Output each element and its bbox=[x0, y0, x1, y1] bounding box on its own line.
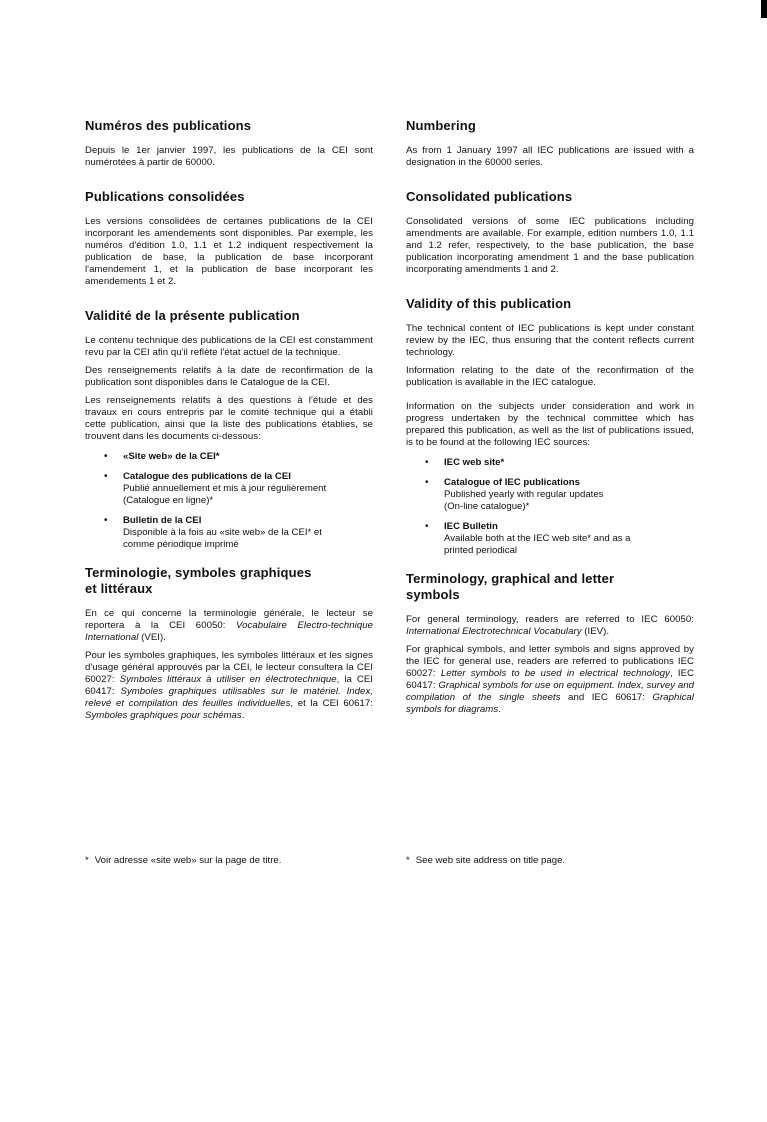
validity-text-2-en: Information relating to the date of the reconfirmation of the publication is available in the IEC catalogue. bbox=[406, 365, 694, 388]
sources-list-fr bbox=[85, 451, 373, 551]
footnote-en: * See web site address on title page. bbox=[406, 855, 566, 866]
list-item: • Bulletin de la CEI Disponible à la fois au «site web» de la CEI* et comme périodique imprimé bbox=[104, 515, 322, 550]
bullet-icon: • bbox=[425, 457, 429, 468]
bullet-icon: • bbox=[425, 477, 429, 488]
numbering-text-fr: Depuis le 1er janvier 1997, les publications de la CEI sont numérotées à partir de 60000. bbox=[85, 145, 373, 168]
list-item: • «Site web» de la CEI* bbox=[104, 451, 220, 462]
french-column bbox=[85, 118, 373, 728]
consolidated-text-en: Consolidated versions of some IEC publications including amendments are available. For example, edition numbers 1.0, 1.1 and 1.2 refer, respectively, to the base publication, the base publication incorporating amendment 1 and the base publication incorporating amendments 1 and 2. bbox=[406, 216, 694, 275]
validity-text-3-en: Information on the subjects under consideration and work in progress undertaken by the technical committee which has prepared this publication, as well as the list of publications issued, is to be found at the following IEC sources: bbox=[406, 401, 694, 448]
numbering-heading-en: Numbering bbox=[406, 118, 476, 133]
numbering-heading-fr: Numéros des publications bbox=[85, 118, 252, 133]
terminology-text-1-fr: En ce qui concerne la terminologie générale, le lecteur se reportera à la CEI 60050: Vocabulaire Electro-technique International (VEI). bbox=[85, 608, 373, 643]
list-item: • IEC web site* bbox=[425, 457, 505, 468]
bullet-icon: • bbox=[104, 471, 108, 482]
validity-text-1-en: The technical content of IEC publications is kept under constant review by the IEC, thus ensuring that the content reflects current technology. bbox=[406, 323, 694, 358]
list-item: • Catalogue of IEC publications Published yearly with regular updates (On-line catalogue)* bbox=[425, 477, 604, 512]
list-item: • IEC Bulletin Available both at the IEC web site* and as a printed periodical bbox=[425, 521, 631, 556]
english-column bbox=[406, 118, 694, 722]
page-edge-mark bbox=[761, 0, 767, 18]
sources-list-en bbox=[406, 457, 694, 557]
terminology-text-2-fr: Pour les symboles graphiques, les symboles littéraux et les signes d'usage général approuvés par la CEI, le lecteur consultera la CEI 60027: Symboles littéraux à utiliser en électrotechnique, la CEI 60417: Symboles graphiques utilisables sur le matériel. Index, relevé et compilation des feuilles individuelles, et la CEI 60617: Symboles graphiques pour schémas. bbox=[85, 650, 374, 721]
terminology-heading-en: Terminology, graphical and letter symbols bbox=[406, 571, 615, 602]
validity-text-2-fr: Des renseignements relatifs à la date de reconfirmation de la publication sont disponibles dans le Catalogue de la CEI. bbox=[85, 365, 373, 388]
bullet-icon: • bbox=[104, 451, 108, 462]
validity-text-3-fr: Les renseignements relatifs à des questions à l'étude et des travaux en cours entrepris par le comité technique qui a établi cette publication, ainsi que la liste des publications établies, se trouvent dans les documents ci-dessous: bbox=[85, 395, 373, 442]
terminology-heading-fr: Terminologie, symboles graphiques et littéraux bbox=[85, 565, 312, 596]
list-item: • Catalogue des publications de la CEI Publié annuellement et mis à jour régulièrement (Catalogue en ligne)* bbox=[104, 471, 327, 506]
validity-heading-fr: Validité de la présente publication bbox=[85, 308, 300, 323]
terminology-text-1-en: For general terminology, readers are referred to IEC 60050: International Electrotechnical Vocabulary (IEV). bbox=[406, 614, 694, 637]
consolidated-heading-en: Consolidated publications bbox=[406, 189, 573, 204]
validity-text-1-fr: Le contenu technique des publications de la CEI est constamment revu par la CEI afin qu'il reflète l'état actuel de la technique. bbox=[85, 335, 373, 358]
consolidated-text-fr: Les versions consolidées de certaines publications de la CEI incorporant les amendements sont disponibles. Par exemple, les numéros d'édition 1.0, 1.1 et 1.2 indiquent respectivement la publication de base, la publication de base incorporant l'amendement 1, et la publication de base incorporant les amendements 1 et 2. bbox=[85, 216, 373, 287]
validity-heading-en: Validity of this publication bbox=[406, 296, 572, 311]
bullet-icon: • bbox=[425, 521, 429, 532]
numbering-text-en: As from 1 January 1997 all IEC publications are issued with a designation in the 60000 series. bbox=[406, 145, 694, 168]
bullet-icon: • bbox=[104, 515, 108, 526]
footnote-fr: * Voir adresse «site web» sur la page de titre. bbox=[85, 855, 282, 866]
terminology-text-2-en: For graphical symbols, and letter symbols and signs approved by the IEC for general use, readers are referred to publications IEC 60027: Letter symbols to be used in electrical technology, IEC 60417: Graphical symbols for use on equipment. Index, survey and compilation of the single sheets and IEC 60617: Graphical symbols for diagrams. bbox=[406, 644, 695, 715]
consolidated-heading-fr: Publications consolidées bbox=[85, 189, 245, 204]
